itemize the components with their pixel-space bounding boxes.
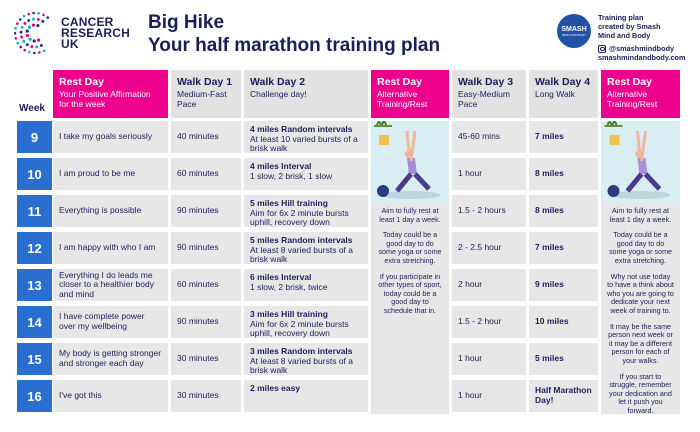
logo-dot: [16, 42, 19, 45]
walk-day2-detail: At least 8 varied bursts of a brisk walk: [250, 355, 353, 376]
logo-dot: [21, 26, 24, 29]
logo-dot: [16, 22, 19, 25]
logo-dot: [35, 45, 38, 48]
logo-line: RESEARCH: [61, 26, 130, 40]
column-header: [601, 70, 680, 118]
page-title: [148, 11, 440, 57]
logo-dot: [32, 24, 35, 27]
credit-line: Training plan: [598, 13, 644, 22]
credit-line: created by Smash: [598, 22, 661, 31]
logo-dot: [14, 32, 16, 35]
walk-day1-cell: [171, 158, 241, 190]
rest-day-paragraph: Why not use today to have a think about who you are going to dedicate your next week of training to.: [607, 271, 674, 315]
walk-day1-cell: [171, 343, 241, 375]
title-line1: Big Hike: [148, 12, 225, 33]
column-header-subtitle: Challenge day!: [250, 89, 307, 99]
affirmation-cell: [53, 269, 168, 301]
column-header-subtitle: Alternative Training/Rest: [377, 89, 428, 109]
week-number: 9: [17, 121, 52, 153]
walk-day1-cell: [171, 121, 241, 153]
instagram-handle[interactable]: [598, 44, 698, 53]
cancer-research-logo: [14, 12, 164, 56]
column-header-subtitle: Medium-Fast Pace: [177, 89, 227, 109]
walk-day3-cell: [452, 195, 526, 227]
walk-day4-text: Half Marathon Day!: [535, 385, 592, 405]
walk-day3-cell: [452, 380, 526, 412]
affirmation-text: Everything I do leads me closer to a healthier body and mind: [59, 269, 154, 299]
walk-day2-detail: Aim for 6x 2 minute bursts uphill, recovery down: [250, 318, 349, 339]
logo-dot: [33, 52, 36, 54]
column-header: [171, 70, 241, 118]
logo-dot: [26, 34, 29, 37]
walk-day1-text: 90 minutes: [177, 205, 219, 216]
walk-day3-cell: [452, 306, 526, 338]
logo-dot: [33, 39, 36, 42]
walk-day3-cell: [452, 121, 526, 153]
column-header-subtitle: Long Walk: [535, 89, 575, 99]
affirmation-text: I've got this: [59, 390, 102, 401]
smash-logo-sub: MIND AND BODY: [561, 32, 586, 37]
yoga-illustration: [601, 121, 680, 203]
walk-day3-text: 1.5 - 2 hour: [458, 316, 502, 327]
walk-day3-cell: [452, 232, 526, 264]
logo-dot: [26, 30, 29, 33]
affirmation-text: Everything is possible: [59, 205, 142, 216]
walk-day1-text: 60 minutes: [177, 168, 219, 179]
logo-dot: [30, 45, 33, 48]
walk-day4-cell: [529, 380, 598, 412]
walk-day4-text: 8 miles: [535, 168, 564, 179]
logo-dot: [46, 16, 49, 19]
affirmation-cell: [53, 306, 168, 338]
yoga-illustration: [371, 121, 449, 203]
walk-day2-cell: [244, 380, 368, 412]
walk-day4-cell: [529, 195, 598, 227]
logo-dot: [37, 39, 40, 42]
walk-day4-cell: [529, 232, 598, 264]
walk-day2-cell: [244, 158, 368, 190]
instagram-icon: [598, 45, 606, 53]
walk-day2-detail: 1 slow, 2 brisk, twice: [250, 281, 328, 292]
column-header-title: Rest Day: [377, 76, 422, 88]
week-number: 14: [17, 306, 52, 338]
logo-line: UK: [61, 37, 79, 51]
walk-day2-cell: [244, 343, 368, 375]
walk-day4-text: 8 miles: [535, 205, 564, 216]
walk-day2-cell: [244, 232, 368, 264]
walk-day3-text: 2 hour: [458, 279, 483, 290]
column-header-title: Walk Day 3: [458, 76, 514, 88]
walk-day2-cell: [244, 195, 368, 227]
logo-line: CANCER: [61, 15, 114, 29]
week-number: 11: [17, 195, 52, 227]
logo-dot: [37, 18, 40, 21]
logo-dot: [14, 37, 17, 40]
rest-day-paragraph: If you participate in other types of sport, today could be a good day to schedule that in.: [378, 271, 442, 315]
walk-day2-title: 3 miles Random intervals: [250, 346, 353, 356]
logo-dot: [22, 40, 25, 43]
walk-day1-text: 90 minutes: [177, 316, 219, 327]
column-header-subtitle: Alternative Training/Rest: [607, 89, 658, 109]
walk-day3-text: 1 hour: [458, 353, 483, 364]
walk-day2-cell: [244, 306, 368, 338]
walk-day2-title: 5 miles Hill training: [250, 198, 328, 208]
walk-day4-text: 5 miles: [535, 353, 564, 364]
walk-day2-cell: [244, 121, 368, 153]
logo-dot: [42, 14, 45, 17]
logo-dot: [36, 24, 39, 27]
week-number: 16: [17, 380, 52, 412]
walk-day4-text: 10 miles: [535, 316, 569, 327]
logo-dot: [23, 49, 26, 52]
column-header-title: Rest Day: [607, 76, 652, 88]
walk-day2-detail: 1 slow, 2 brisk, 1 slow: [250, 170, 333, 181]
logo-dot: [20, 31, 23, 34]
logo-dot: [23, 22, 26, 25]
affirmation-cell: [53, 121, 168, 153]
affirmation-cell: [53, 232, 168, 264]
logo-dot: [28, 38, 31, 41]
walk-day3-text: 1 hour: [458, 168, 483, 179]
walk-day2-title: 3 miles Hill training: [250, 309, 328, 319]
column-header: [244, 70, 368, 118]
rest-day-text: [371, 207, 449, 323]
column-header-subtitle: Your Positive Affirmation for the week: [59, 89, 151, 109]
walk-day2-title: 4 miles Interval: [250, 161, 312, 171]
column-header-title: Walk Day 4: [535, 76, 591, 88]
column-header: [371, 70, 449, 118]
logo-dot: [14, 27, 17, 30]
logo-dot: [27, 13, 30, 16]
walk-day2-title: 2 miles easy: [250, 383, 301, 393]
affirmation-cell: [53, 158, 168, 190]
logo-dot: [23, 15, 26, 18]
walk-day4-text: 9 miles: [535, 279, 564, 290]
column-header: [53, 70, 168, 118]
walk-day3-cell: [452, 158, 526, 190]
logo-dot: [32, 12, 35, 14]
walk-day1-cell: [171, 232, 241, 264]
walk-day4-cell: [529, 269, 598, 301]
walk-day1-cell: [171, 380, 241, 412]
logo-dot: [27, 19, 30, 22]
affirmation-cell: [53, 195, 168, 227]
smash-logo-text: SMASH: [561, 25, 587, 33]
rest-day-paragraph: Today could be a good day to do some yoga or some extra stretching.: [378, 230, 442, 265]
title-line2: Your half marathon training plan: [148, 35, 441, 56]
rest-day-paragraph: Aim to fully rest at least 1 day a week.: [379, 206, 441, 224]
walk-day3-text: 1.5 - 2 hours: [458, 205, 506, 216]
walk-day1-text: 90 minutes: [177, 242, 219, 253]
website-link[interactable]: smashmindandbody.com: [598, 53, 686, 62]
logo-dot: [41, 20, 44, 23]
smash-logo: [557, 14, 591, 48]
rest-day-paragraph: Today could be a good day to do some yoga or some extra stretching.: [608, 230, 673, 265]
rest-day-column-mid: [371, 121, 449, 414]
walk-day4-text: 7 miles: [535, 131, 564, 142]
yoga-figure-icon: [371, 121, 449, 203]
week-number: 15: [17, 343, 52, 375]
walk-day1-text: 40 minutes: [177, 131, 219, 142]
column-header: [529, 70, 598, 118]
column-header-title: Walk Day 1: [177, 76, 233, 88]
week-column-label: Week: [19, 103, 45, 114]
week-number: 10: [17, 158, 52, 190]
affirmation-text: I have complete power over my wellbeing: [59, 311, 145, 331]
walk-day2-title: 6 miles Interval: [250, 272, 312, 282]
credit-line: Mind and Body: [598, 31, 651, 40]
column-header-subtitle: Easy-Medium Pace: [458, 89, 510, 109]
walk-day4-text: 7 miles: [535, 242, 564, 253]
column-header-title: Walk Day 2: [250, 76, 306, 88]
rest-day-paragraph: It may be the same person next week or it may be a different person for each of your walks.: [608, 321, 673, 365]
walk-day4-cell: [529, 343, 598, 375]
walk-day3-text: 2 - 2.5 hour: [458, 242, 502, 253]
column-header: [452, 70, 526, 118]
logo-dot: [28, 26, 31, 29]
walk-day2-cell: [244, 269, 368, 301]
rest-day-paragraph: If you start to struggle, remember your dedication and let it push you forward.: [609, 371, 672, 415]
logo-dot: [19, 18, 22, 21]
walk-day3-text: 45-60 mins: [458, 131, 501, 142]
logo-dots-icon: [14, 12, 56, 54]
walk-day2-detail: At least 8 varied bursts of a brisk walk: [250, 244, 353, 265]
walk-day1-cell: [171, 195, 241, 227]
logo-dot: [20, 36, 23, 39]
walk-day3-cell: [452, 343, 526, 375]
logo-dot: [19, 46, 22, 49]
logo-dot: [37, 12, 40, 15]
walk-day3-cell: [452, 269, 526, 301]
walk-day4-cell: [529, 306, 598, 338]
walk-day3-text: 1 hour: [458, 390, 483, 401]
logo-dot: [40, 44, 43, 47]
walk-day1-text: 60 minutes: [177, 279, 219, 290]
affirmation-text: I take my goals seriously: [59, 131, 153, 142]
walk-day1-text: 30 minutes: [177, 353, 219, 364]
week-number: 12: [17, 232, 52, 264]
affirmation-cell: [53, 343, 168, 375]
walk-day2-detail: At least 10 varied bursts of a brisk walk: [250, 133, 358, 154]
walk-day1-cell: [171, 306, 241, 338]
affirmation-text: My body is getting stronger and stronger each day: [59, 348, 162, 368]
week-number: 13: [17, 269, 52, 301]
rest-day-column-right: [601, 121, 680, 414]
logo-dot: [32, 18, 35, 21]
walk-day2-detail: Aim for 6x 2 minute bursts uphill, recovery down: [250, 207, 349, 228]
logo-dot: [28, 51, 31, 54]
rest-day-text: [601, 207, 680, 422]
walk-day4-cell: [529, 158, 598, 190]
affirmation-text: I am proud to be me: [59, 168, 136, 179]
logo-dot: [43, 50, 46, 53]
walk-day2-title: 4 miles Random intervals: [250, 124, 353, 134]
affirmation-cell: [53, 380, 168, 412]
yoga-figure-icon: [601, 121, 680, 203]
instagram-text: @smashmindbody: [609, 44, 675, 53]
affirmation-text: I am happy with who I am: [59, 242, 156, 253]
walk-day2-title: 5 miles Random intervals: [250, 235, 353, 245]
credit-block: [598, 13, 698, 62]
walk-day1-text: 30 minutes: [177, 390, 219, 401]
walk-day1-cell: [171, 269, 241, 301]
walk-day4-cell: [529, 121, 598, 153]
logo-dot: [26, 43, 29, 46]
rest-day-paragraph: Aim to fully rest at least 1 day a week.: [609, 206, 672, 224]
column-header-title: Rest Day: [59, 76, 104, 88]
logo-dot: [38, 51, 41, 54]
